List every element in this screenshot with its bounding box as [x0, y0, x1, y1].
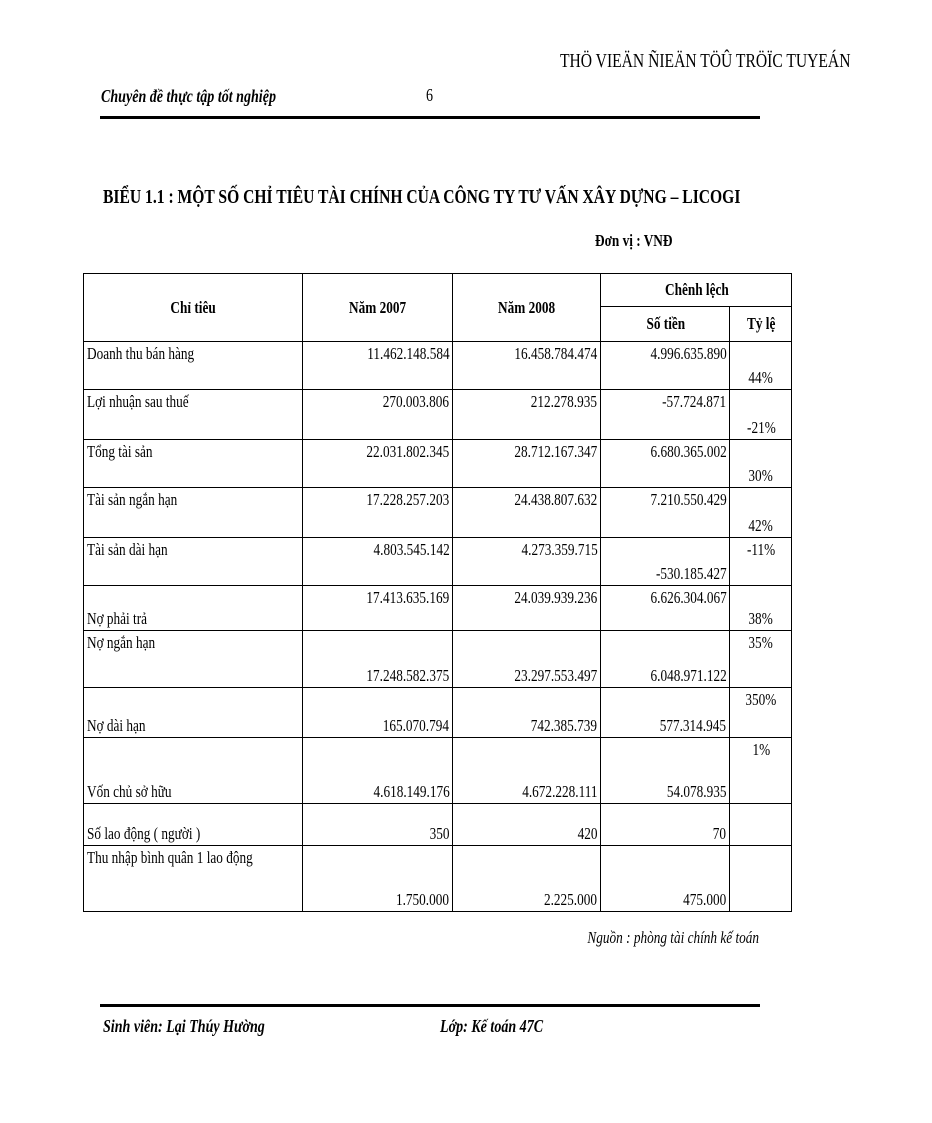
cell-amount: 6.680.365.002: [601, 440, 730, 488]
table-row: [84, 846, 792, 912]
row-label: Số lao động ( người ): [84, 804, 303, 846]
row-label: Tài sản dài hạn: [84, 538, 303, 586]
header-year-2007: Năm 2007: [303, 274, 453, 342]
cell-ratio: 38%: [730, 586, 792, 631]
cell-2007: 17.413.635.169: [303, 586, 453, 631]
cell-2007: 4.803.545.142: [303, 538, 453, 586]
cell-ratio: 30%: [730, 440, 792, 488]
cell-2007: 350: [303, 804, 453, 846]
cell-amount: 7.210.550.429: [601, 488, 730, 538]
table-row: [84, 538, 792, 586]
table-row: [84, 488, 792, 538]
cell-2008: 212.278.935: [453, 390, 601, 440]
unit-label: Đơn vị : VNĐ: [595, 231, 673, 250]
row-label: Vốn chủ sở hữu: [84, 738, 303, 804]
table-row: [84, 586, 792, 631]
row-label: Nợ dài hạn: [84, 688, 303, 738]
cell-2008: 742.385.739: [453, 688, 601, 738]
cell-2008: 24.039.939.236: [453, 586, 601, 631]
cell-2008: 420: [453, 804, 601, 846]
cell-amount: 6.626.304.067: [601, 586, 730, 631]
watermark-text: THÖ VIEÄN ÑIEÄN TÖÛ TRÖÏC TUYEÁN: [560, 50, 851, 72]
table-row: [84, 804, 792, 846]
cell-2008: 4.672.228.111: [453, 738, 601, 804]
cell-ratio: [730, 804, 792, 846]
cell-2007: 1.750.000: [303, 846, 453, 912]
cell-ratio: 350%: [730, 688, 792, 738]
footer-class: Lớp: Kế toán 47C: [440, 1016, 544, 1036]
cell-2007: 22.031.802.345: [303, 440, 453, 488]
table-row: [84, 440, 792, 488]
cell-amount: 70: [601, 804, 730, 846]
cell-2008: 24.438.807.632: [453, 488, 601, 538]
row-label: Thu nhập bình quân 1 lao động: [84, 846, 303, 912]
cell-2007: 4.618.149.176: [303, 738, 453, 804]
table-row: [84, 631, 792, 688]
cell-amount: -57.724.871: [601, 390, 730, 440]
cell-amount: 6.048.971.122: [601, 631, 730, 688]
cell-ratio: [730, 846, 792, 912]
cell-2008: 28.712.167.347: [453, 440, 601, 488]
row-label: Lợi nhuận sau thuế: [84, 390, 303, 440]
table-row: [84, 688, 792, 738]
financial-table: [83, 273, 792, 912]
cell-ratio: 1%: [730, 738, 792, 804]
table-row: [84, 738, 792, 804]
table-row: [84, 342, 792, 390]
cell-amount: 54.078.935: [601, 738, 730, 804]
cell-amount: 4.996.635.890: [601, 342, 730, 390]
footer-divider: [100, 1004, 760, 1007]
header-title: Chuyên đề thực tập tốt nghiệp: [101, 86, 276, 106]
row-label: Nợ ngắn hạn: [84, 631, 303, 688]
cell-2008: 2.225.000: [453, 846, 601, 912]
header-amount: Số tiền: [601, 307, 730, 342]
header-year-2008: Năm 2008: [453, 274, 601, 342]
header-divider: [100, 116, 760, 119]
header-difference: Chênh lệch: [601, 274, 792, 307]
cell-amount: 475.000: [601, 846, 730, 912]
cell-ratio: -11%: [730, 538, 792, 586]
table-title: BIỂU 1.1 : MỘT SỐ CHỈ TIÊU TÀI CHÍNH CỦA CÔNG TY TƯ VẤN XÂY DỰNG – LICOGI: [103, 186, 741, 208]
row-label: Doanh thu bán hàng: [84, 342, 303, 390]
cell-2007: 11.462.148.584: [303, 342, 453, 390]
cell-2008: 23.297.553.497: [453, 631, 601, 688]
cell-ratio: 42%: [730, 488, 792, 538]
cell-2007: 165.070.794: [303, 688, 453, 738]
source-note: Nguồn : phòng tài chính kế toán: [587, 928, 759, 947]
cell-2007: 17.228.257.203: [303, 488, 453, 538]
cell-2007: 270.003.806: [303, 390, 453, 440]
table-body: [84, 342, 792, 912]
page-number: 6: [426, 85, 434, 105]
header-ratio: Tỷ lệ: [730, 307, 792, 342]
header-indicator: Chỉ tiêu: [84, 274, 303, 342]
cell-2007: 17.248.582.375: [303, 631, 453, 688]
table-row: [84, 390, 792, 440]
cell-ratio: -21%: [730, 390, 792, 440]
cell-2008: 16.458.784.474: [453, 342, 601, 390]
cell-ratio: 44%: [730, 342, 792, 390]
footer-student: Sinh viên: Lại Thúy Hường: [103, 1016, 265, 1036]
row-label: Nợ phải trả: [84, 586, 303, 631]
cell-ratio: 35%: [730, 631, 792, 688]
cell-amount: 577.314.945: [601, 688, 730, 738]
cell-2008: 4.273.359.715: [453, 538, 601, 586]
cell-amount: -530.185.427: [601, 538, 730, 586]
row-label: Tài sản ngắn hạn: [84, 488, 303, 538]
row-label: Tổng tài sản: [84, 440, 303, 488]
